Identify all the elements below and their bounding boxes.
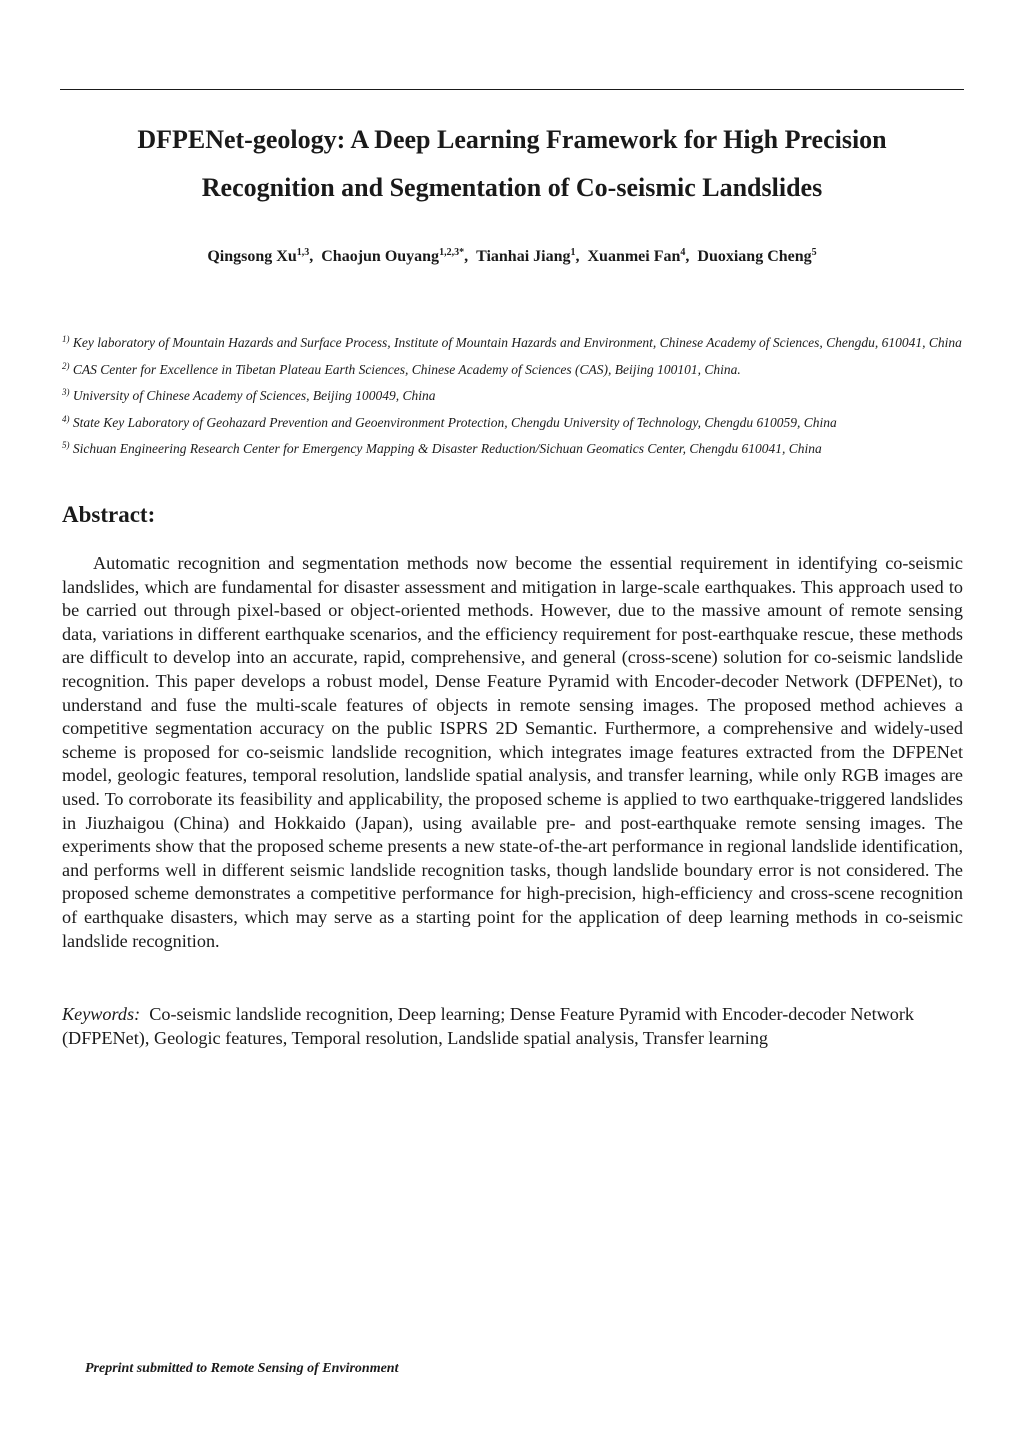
author bbox=[697, 248, 816, 265]
author-separator: , bbox=[685, 248, 690, 265]
affiliation-text: University of Chinese Academy of Sciences, Beijing 100049, China bbox=[72, 388, 436, 403]
author-name: Chaojun Ouyang bbox=[321, 248, 440, 265]
top-rule bbox=[60, 89, 964, 90]
affiliation-list bbox=[62, 330, 964, 463]
author bbox=[321, 248, 464, 265]
author-separator: , bbox=[309, 248, 314, 265]
author-name: Duoxiang Cheng bbox=[697, 248, 812, 265]
affiliation-text: State Key Laboratory of Geohazard Prevention and Geoenvironment Protection, Chengdu University of Technology, Chengdu 610059, China bbox=[72, 414, 837, 430]
keywords-label: Keywords: bbox=[62, 1004, 141, 1024]
author-name: Qingsong Xu bbox=[207, 248, 297, 265]
author bbox=[587, 248, 685, 265]
affiliation-mark: 2) bbox=[62, 360, 70, 371]
abstract-body: Automatic recognition and segmentation methods now become the essential requirement in identifying co-seismic landslides, which are fundamental for disaster assessment and mitigation in large-scale earthquakes. This approach used to be carried out through pixel-based or object-oriented methods. However, due to the massive amount of remote sensing data, variations in different earthquake scenarios, and the efficiency requirement for post-earthquake rescue, these methods are difficult to develop into an accurate, rapid, comprehensive, and general (cross-scene) solution for co-seismic landslide recognition. This paper develops a robust model, Dense Feature Pyramid with Encoder-decoder Network (DFPENet), to understand and fuse the multi-scale features of objects in remote sensing images. The proposed method achieves a competitive segmentation accuracy on the public ISPRS 2D Semantic. Furthermore, a comprehensive and widely-used scheme is proposed for co-seismic landslide recognition, which integrates image features extracted from the DFPENet model, geologic features, temporal resolution, landslide spatial analysis, and transfer learning, while only RGB images are used. To corroborate its feasibility and applicability, the proposed scheme is applied to two earthquake-triggered landslides in Jiuzhaigou (China) and Hokkaido (Japan), using available pre- and post-earthquake remote sensing images. The experiments show that the proposed scheme presents a new state-of-the-art performance in regional landslide identification, and performs well in different seismic landslide recognition tasks, though landslide boundary error is not considered. The proposed scheme demonstrates a competitive performance for high-precision, high-efficiency and cross-scene recognition of earthquake disasters, which may serve as a starting point for the application of deep learning methods in co-seismic landslide recognition. bbox=[62, 553, 963, 951]
affiliation-mark: 3) bbox=[62, 387, 70, 397]
title-line-1: DFPENet-geology: A Deep Learning Framework for High Precision bbox=[137, 125, 887, 154]
author-affiliation-marks: 5 bbox=[811, 247, 817, 258]
keywords bbox=[62, 1003, 963, 1050]
affiliation bbox=[62, 436, 964, 463]
author bbox=[476, 248, 575, 265]
author-name: Xuanmei Fan bbox=[587, 248, 681, 265]
affiliation-text: Key laboratory of Mountain Hazards and Surface Process, Institute of Mountain Hazards and Environment, Chinese Academy of Sciences, Chengdu, 610041, China bbox=[72, 335, 962, 350]
affiliation bbox=[62, 410, 964, 437]
affiliation-text: CAS Center for Excellence in Tibetan Plateau Earth Sciences, Chinese Academy of Sciences (CAS), Beijing 100101, China. bbox=[72, 361, 741, 377]
preprint-footer: Preprint submitted to Remote Sensing of Environment bbox=[85, 1361, 399, 1376]
paper-title bbox=[60, 116, 964, 212]
author-affiliation-marks: 1,2,3* bbox=[439, 247, 465, 258]
affiliation-mark: 1) bbox=[62, 334, 70, 344]
author-separator: , bbox=[464, 248, 469, 265]
author-affiliation-marks: 4 bbox=[680, 247, 686, 258]
affiliation-mark: 4) bbox=[62, 413, 70, 424]
title-line-2: Recognition and Segmentation of Co-seismic Landslides bbox=[201, 173, 823, 202]
author-separator: , bbox=[575, 248, 580, 265]
affiliation bbox=[62, 357, 964, 384]
affiliation bbox=[62, 330, 964, 357]
author bbox=[207, 248, 309, 265]
author-list bbox=[60, 248, 964, 266]
keywords-text: Co-seismic landslide recognition, Deep learning; Dense Feature Pyramid with Encoder-decoder Network (DFPENet), Geologic features, Temporal resolution, Landslide spatial analysis, Transfer learning bbox=[62, 1004, 915, 1048]
affiliation-mark: 5) bbox=[62, 440, 70, 450]
abstract-heading: Abstract: bbox=[62, 502, 156, 527]
author-affiliation-marks: 1 bbox=[570, 247, 576, 258]
author-affiliation-marks: 1,3 bbox=[296, 247, 310, 258]
affiliation bbox=[62, 383, 964, 410]
author-name: Tianhai Jiang bbox=[476, 248, 571, 265]
affiliation-text: Sichuan Engineering Research Center for Emergency Mapping & Disaster Reduction/Sichuan Geomatics Center, Chengdu 610041, China bbox=[72, 441, 822, 456]
